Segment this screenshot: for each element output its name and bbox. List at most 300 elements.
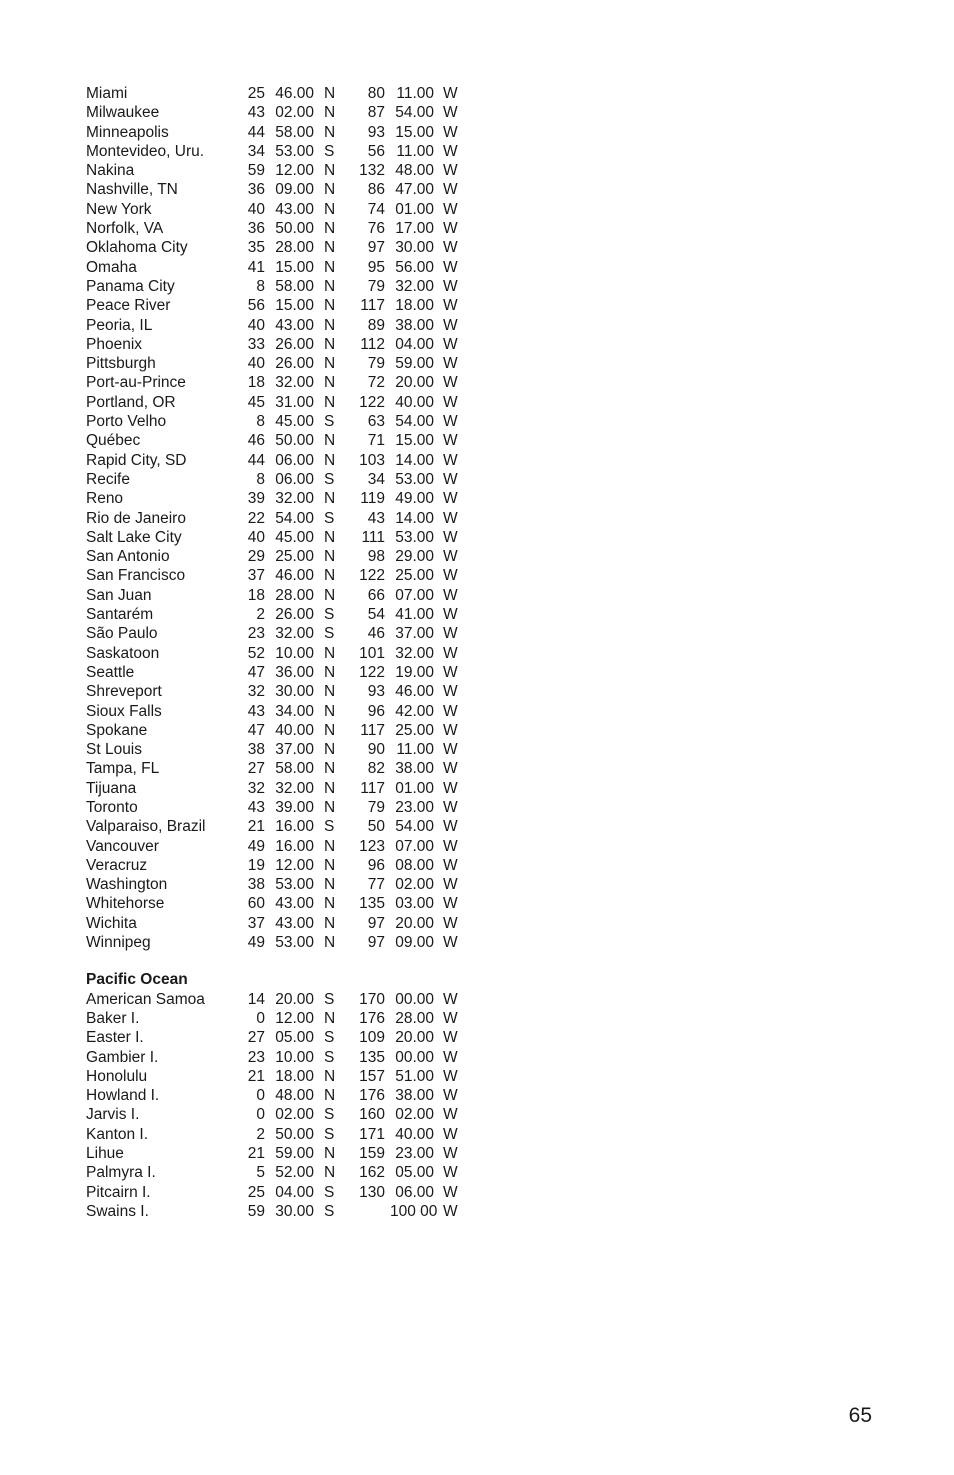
longitude-hemisphere: W: [443, 1106, 458, 1124]
latitude-hemisphere: N: [324, 702, 336, 720]
latitude-minutes: 52.00: [275, 1164, 314, 1182]
longitude-degrees: 112: [360, 335, 385, 353]
latitude-degrees: 41: [247, 258, 265, 276]
latitude-degrees: 23: [247, 625, 265, 643]
latitude-hemisphere: N: [324, 721, 336, 739]
longitude-degrees: 50: [367, 818, 385, 836]
latitude-hemisphere: N: [324, 432, 336, 450]
place-name: Peoria, IL: [86, 316, 153, 334]
latitude-degrees: 5: [256, 1164, 265, 1182]
longitude-minutes: 14.00: [395, 451, 434, 469]
longitude-hemisphere: W: [443, 277, 458, 295]
latitude-minutes: 28.00: [275, 239, 314, 257]
longitude-hemisphere: W: [443, 683, 458, 701]
latitude-degrees: 59: [247, 162, 265, 180]
longitude-hemisphere: W: [443, 1087, 458, 1105]
place-name: Washington: [86, 876, 168, 894]
longitude-degrees: 103: [359, 451, 385, 469]
table-row: [86, 200, 486, 219]
longitude-degrees: 97: [367, 239, 385, 257]
longitude-minutes: 01.00: [395, 200, 434, 218]
latitude-hemisphere: N: [324, 490, 336, 508]
latitude-minutes: 43.00: [275, 895, 314, 913]
table-row: [86, 1028, 486, 1047]
latitude-minutes: 58.00: [275, 277, 314, 295]
longitude-hemisphere: W: [443, 741, 458, 759]
latitude-minutes: 05.00: [275, 1029, 314, 1047]
longitude-hemisphere: W: [443, 200, 458, 218]
longitude-degrees: 89: [367, 316, 385, 334]
latitude-hemisphere: S: [324, 990, 335, 1008]
table-row: [86, 470, 486, 489]
place-name: Peace River: [86, 297, 171, 315]
latitude-hemisphere: N: [324, 258, 336, 276]
latitude-degrees: 38: [247, 741, 265, 759]
longitude-hemisphere: W: [443, 934, 458, 952]
latitude-degrees: 37: [247, 567, 265, 585]
longitude-degrees: 117: [360, 779, 385, 797]
longitude-hemisphere: W: [443, 413, 458, 431]
place-name: Portland, OR: [86, 393, 176, 411]
longitude-degrees: 111: [361, 528, 385, 546]
latitude-degrees: 8: [256, 413, 265, 431]
latitude-degrees: 40: [247, 200, 265, 218]
latitude-degrees: 43: [247, 798, 265, 816]
latitude-minutes: 46.00: [275, 85, 314, 102]
longitude-hemisphere: W: [443, 239, 458, 257]
latitude-degrees: 33: [247, 335, 265, 353]
latitude-degrees: 36: [247, 220, 265, 238]
longitude-hemisphere: W: [443, 335, 458, 353]
longitude-minutes: 40.00: [395, 1125, 434, 1143]
place-name: Sioux Falls: [86, 702, 162, 720]
latitude-minutes: 20.00: [275, 990, 314, 1008]
latitude-degrees: 2: [256, 1125, 265, 1143]
latitude-hemisphere: N: [324, 779, 336, 797]
place-name: Québec: [86, 432, 141, 450]
longitude-minutes: 05.00: [395, 1164, 434, 1182]
latitude-hemisphere: N: [324, 876, 336, 894]
longitude-degrees: 93: [367, 123, 385, 141]
table-row: [86, 624, 486, 643]
latitude-degrees: 34: [247, 142, 265, 160]
latitude-minutes: 32.00: [275, 625, 314, 643]
longitude-hemisphere: W: [443, 316, 458, 334]
latitude-degrees: 44: [247, 451, 265, 469]
latitude-hemisphere: N: [324, 644, 336, 662]
longitude-degrees: 79: [367, 355, 385, 373]
longitude-hemisphere: W: [443, 990, 458, 1008]
latitude-minutes: 45.00: [275, 413, 314, 431]
longitude-degrees: 71: [367, 432, 385, 450]
place-name: Norfolk, VA: [86, 220, 164, 238]
table-row: [86, 296, 486, 315]
longitude-minutes: 23.00: [395, 798, 434, 816]
place-name: Shreveport: [86, 683, 162, 701]
longitude-hemisphere: W: [443, 895, 458, 913]
longitude-minutes: 25.00: [395, 567, 434, 585]
longitude-hemisphere: W: [443, 625, 458, 643]
longitude-hemisphere: W: [443, 123, 458, 141]
latitude-hemisphere: N: [324, 663, 336, 681]
place-name: San Juan: [86, 586, 152, 604]
latitude-degrees: 40: [247, 316, 265, 334]
longitude-degrees: 80: [367, 85, 385, 102]
latitude-minutes: 46.00: [275, 567, 314, 585]
longitude-degrees: 123: [359, 837, 385, 855]
longitude-degrees: 46: [367, 625, 385, 643]
longitude-hemisphere: W: [443, 297, 458, 315]
longitude-minutes: 48.00: [395, 162, 434, 180]
longitude-minutes: 06.00: [395, 1183, 434, 1201]
page-number: 65: [848, 1404, 872, 1427]
latitude-hemisphere: N: [324, 239, 336, 257]
table-row: [86, 644, 486, 663]
longitude-hemisphere: W: [443, 644, 458, 662]
longitude-degrees: 34: [367, 470, 385, 488]
longitude-degrees: 54: [367, 606, 385, 624]
latitude-degrees: 46: [247, 432, 265, 450]
longitude-minutes: 15.00: [395, 123, 434, 141]
longitude-hemisphere: W: [443, 1202, 458, 1220]
longitude-minutes: 100 00: [390, 1202, 438, 1220]
latitude-minutes: 26.00: [275, 606, 314, 624]
latitude-hemisphere: N: [324, 85, 336, 102]
longitude-degrees: 74: [367, 200, 385, 218]
place-name: Easter I.: [86, 1029, 144, 1047]
longitude-minutes: 47.00: [395, 181, 434, 199]
longitude-minutes: 17.00: [395, 220, 434, 238]
latitude-hemisphere: N: [324, 1087, 336, 1105]
latitude-degrees: 36: [247, 181, 265, 199]
longitude-degrees: 96: [367, 856, 385, 874]
pacific-list: [86, 990, 486, 1222]
latitude-hemisphere: N: [324, 393, 336, 411]
table-row: [86, 1144, 486, 1163]
latitude-hemisphere: N: [324, 567, 336, 585]
table-row: [86, 509, 486, 528]
longitude-degrees: 43: [367, 509, 385, 527]
latitude-minutes: 16.00: [275, 837, 314, 855]
table-row: [86, 779, 486, 798]
longitude-degrees: 72: [367, 374, 385, 392]
latitude-degrees: 52: [247, 644, 265, 662]
longitude-minutes: 04.00: [395, 335, 434, 353]
latitude-hemisphere: N: [324, 837, 336, 855]
longitude-degrees: 122: [359, 663, 385, 681]
longitude-minutes: 53.00: [395, 470, 434, 488]
latitude-minutes: 43.00: [275, 914, 314, 932]
place-name: Tampa, FL: [86, 760, 160, 778]
longitude-degrees: 135: [359, 895, 385, 913]
latitude-hemisphere: N: [324, 1067, 336, 1085]
latitude-degrees: 49: [247, 934, 265, 952]
longitude-hemisphere: W: [443, 721, 458, 739]
latitude-minutes: 32.00: [275, 490, 314, 508]
longitude-degrees: 122: [359, 393, 385, 411]
longitude-hemisphere: W: [443, 1067, 458, 1085]
longitude-minutes: 59.00: [395, 355, 434, 373]
table-row: [86, 1125, 486, 1144]
latitude-degrees: 19: [247, 856, 265, 874]
latitude-degrees: 0: [256, 1106, 265, 1124]
latitude-minutes: 02.00: [275, 104, 314, 122]
latitude-minutes: 18.00: [275, 1067, 314, 1085]
longitude-hemisphere: W: [443, 702, 458, 720]
longitude-degrees: 97: [367, 934, 385, 952]
longitude-minutes: 32.00: [395, 644, 434, 662]
latitude-minutes: 48.00: [275, 1087, 314, 1105]
place-name: São Paulo: [86, 625, 158, 643]
table-row: [86, 180, 486, 199]
table-row: [86, 1009, 486, 1028]
latitude-minutes: 43.00: [275, 200, 314, 218]
table-row: [86, 335, 486, 354]
latitude-degrees: 56: [247, 297, 265, 315]
latitude-degrees: 35: [247, 239, 265, 257]
place-name: Kanton I.: [86, 1125, 149, 1143]
place-name: Whitehorse: [86, 895, 165, 913]
longitude-degrees: 117: [360, 297, 385, 315]
latitude-hemisphere: N: [324, 220, 336, 238]
latitude-minutes: 50.00: [275, 432, 314, 450]
place-name: Salt Lake City: [86, 528, 182, 546]
longitude-degrees: 170: [359, 990, 385, 1008]
longitude-hemisphere: W: [443, 104, 458, 122]
latitude-minutes: 26.00: [275, 355, 314, 373]
latitude-degrees: 21: [247, 818, 265, 836]
place-name: Veracruz: [86, 856, 148, 874]
latitude-degrees: 43: [247, 702, 265, 720]
longitude-minutes: 11.00: [396, 142, 434, 160]
latitude-degrees: 18: [247, 586, 265, 604]
table-row: [86, 933, 486, 952]
place-name: Santarém: [86, 606, 154, 624]
latitude-minutes: 25.00: [275, 548, 314, 566]
latitude-hemisphere: N: [324, 104, 336, 122]
place-name: Rio de Janeiro: [86, 509, 186, 527]
table-row: [86, 837, 486, 856]
latitude-minutes: 30.00: [275, 683, 314, 701]
table-row: [86, 1067, 486, 1086]
latitude-degrees: 32: [247, 779, 265, 797]
table-row: [86, 875, 486, 894]
latitude-minutes: 06.00: [275, 451, 314, 469]
latitude-hemisphere: N: [324, 895, 336, 913]
place-name: Omaha: [86, 258, 137, 276]
latitude-degrees: 22: [247, 509, 265, 527]
longitude-minutes: 02.00: [395, 876, 434, 894]
longitude-minutes: 08.00: [395, 856, 434, 874]
latitude-hemisphere: N: [324, 548, 336, 566]
latitude-minutes: 12.00: [275, 1009, 314, 1027]
table-row: [86, 373, 486, 392]
latitude-minutes: 10.00: [275, 1048, 314, 1066]
longitude-minutes: 15.00: [395, 432, 434, 450]
place-name: Porto Velho: [86, 413, 167, 431]
latitude-minutes: 39.00: [275, 798, 314, 816]
longitude-minutes: 40.00: [395, 393, 434, 411]
longitude-hemisphere: W: [443, 1145, 458, 1163]
table-row: [86, 566, 486, 585]
latitude-hemisphere: N: [324, 277, 336, 295]
latitude-hemisphere: N: [324, 1009, 336, 1027]
latitude-hemisphere: S: [324, 1202, 335, 1220]
latitude-hemisphere: S: [324, 1029, 335, 1047]
latitude-degrees: 14: [247, 990, 265, 1008]
place-name: Nashville, TN: [86, 181, 178, 199]
latitude-hemisphere: N: [324, 798, 336, 816]
place-name: St Louis: [86, 741, 143, 759]
longitude-hemisphere: W: [443, 490, 458, 508]
longitude-degrees: 130: [359, 1183, 385, 1201]
table-row: [86, 856, 486, 875]
longitude-degrees: 135: [359, 1048, 385, 1066]
place-name: Wichita: [86, 914, 137, 932]
table-row: [86, 702, 486, 721]
longitude-degrees: 87: [367, 104, 385, 122]
table-row: [86, 277, 486, 296]
latitude-hemisphere: S: [324, 606, 335, 624]
latitude-hemisphere: S: [324, 413, 335, 431]
table-row: [86, 84, 486, 103]
longitude-hemisphere: W: [443, 451, 458, 469]
latitude-degrees: 49: [247, 837, 265, 855]
latitude-minutes: 02.00: [275, 1106, 314, 1124]
place-name: Vancouver: [86, 837, 159, 855]
longitude-degrees: 109: [359, 1029, 385, 1047]
latitude-degrees: 40: [247, 355, 265, 373]
latitude-degrees: 8: [256, 470, 265, 488]
latitude-minutes: 04.00: [275, 1183, 314, 1201]
table-row: [86, 1202, 486, 1221]
latitude-degrees: 47: [247, 721, 265, 739]
latitude-degrees: 21: [247, 1145, 265, 1163]
longitude-degrees: 162: [359, 1164, 385, 1182]
longitude-degrees: 56: [367, 142, 385, 160]
longitude-hemisphere: W: [443, 528, 458, 546]
longitude-degrees: 79: [367, 277, 385, 295]
place-name: Port-au-Prince: [86, 374, 186, 392]
latitude-degrees: 29: [247, 548, 265, 566]
longitude-hemisphere: W: [443, 258, 458, 276]
table-row: [86, 894, 486, 913]
latitude-degrees: 0: [256, 1087, 265, 1105]
latitude-degrees: 44: [247, 123, 265, 141]
longitude-hemisphere: W: [443, 837, 458, 855]
latitude-hemisphere: S: [324, 818, 335, 836]
place-name: Phoenix: [86, 335, 143, 353]
latitude-hemisphere: N: [324, 181, 336, 199]
longitude-hemisphere: W: [443, 779, 458, 797]
table-row: [86, 123, 486, 142]
latitude-hemisphere: N: [324, 528, 336, 546]
table-row: [86, 1048, 486, 1067]
longitude-minutes: 00.00: [395, 990, 434, 1008]
table-row: [86, 1163, 486, 1182]
longitude-minutes: 01.00: [395, 779, 434, 797]
latitude-degrees: 18: [247, 374, 265, 392]
longitude-minutes: 41.00: [395, 606, 434, 624]
table-row: [86, 759, 486, 778]
longitude-hemisphere: W: [443, 798, 458, 816]
latitude-degrees: 21: [247, 1067, 265, 1085]
longitude-minutes: 49.00: [395, 490, 434, 508]
latitude-hemisphere: N: [324, 451, 336, 469]
latitude-hemisphere: N: [324, 760, 336, 778]
latitude-minutes: 53.00: [275, 142, 314, 160]
table-row: [86, 663, 486, 682]
longitude-hemisphere: W: [443, 1048, 458, 1066]
place-name: Pitcairn I.: [86, 1183, 151, 1201]
longitude-hemisphere: W: [443, 818, 458, 836]
latitude-hemisphere: S: [324, 1106, 335, 1124]
latitude-degrees: 39: [247, 490, 265, 508]
place-name: Baker I.: [86, 1009, 140, 1027]
coordinates-table: [86, 84, 486, 1221]
longitude-hemisphere: W: [443, 1125, 458, 1143]
place-name: Recife: [86, 470, 130, 488]
longitude-hemisphere: W: [443, 181, 458, 199]
longitude-minutes: 20.00: [395, 374, 434, 392]
longitude-hemisphere: W: [443, 142, 458, 160]
place-name: Reno: [86, 490, 124, 508]
table-row: [86, 798, 486, 817]
latitude-hemisphere: N: [324, 1145, 336, 1163]
latitude-minutes: 12.00: [275, 856, 314, 874]
longitude-degrees: 97: [367, 914, 385, 932]
latitude-degrees: 0: [256, 1009, 265, 1027]
latitude-hemisphere: N: [324, 741, 336, 759]
latitude-minutes: 37.00: [275, 741, 314, 759]
latitude-minutes: 54.00: [275, 509, 314, 527]
latitude-degrees: 23: [247, 1048, 265, 1066]
latitude-hemisphere: N: [324, 200, 336, 218]
place-name: Tijuana: [86, 779, 137, 797]
latitude-minutes: 16.00: [275, 818, 314, 836]
longitude-degrees: 76: [367, 220, 385, 238]
latitude-degrees: 43: [247, 104, 265, 122]
table-row: [86, 914, 486, 933]
latitude-degrees: 45: [247, 393, 265, 411]
latitude-minutes: 45.00: [275, 528, 314, 546]
longitude-hemisphere: W: [443, 567, 458, 585]
longitude-degrees: 176: [359, 1087, 385, 1105]
latitude-minutes: 40.00: [275, 721, 314, 739]
longitude-minutes: 54.00: [395, 818, 434, 836]
latitude-degrees: 27: [247, 760, 265, 778]
longitude-minutes: 20.00: [395, 914, 434, 932]
latitude-minutes: 32.00: [275, 374, 314, 392]
latitude-minutes: 32.00: [275, 779, 314, 797]
place-name: Swains I.: [86, 1202, 149, 1220]
table-row: [86, 721, 486, 740]
latitude-hemisphere: N: [324, 683, 336, 701]
latitude-minutes: 31.00: [275, 393, 314, 411]
table-row: [86, 219, 486, 238]
longitude-degrees: 63: [367, 413, 385, 431]
longitude-hemisphere: W: [443, 1009, 458, 1027]
longitude-minutes: 38.00: [395, 760, 434, 778]
latitude-degrees: 37: [247, 914, 265, 932]
latitude-degrees: 59: [247, 1202, 265, 1220]
place-name: Rapid City, SD: [86, 451, 187, 469]
table-row: [86, 1086, 486, 1105]
latitude-hemisphere: S: [324, 625, 335, 643]
longitude-degrees: 86: [367, 181, 385, 199]
longitude-degrees: 157: [359, 1067, 385, 1085]
longitude-hemisphere: W: [443, 914, 458, 932]
